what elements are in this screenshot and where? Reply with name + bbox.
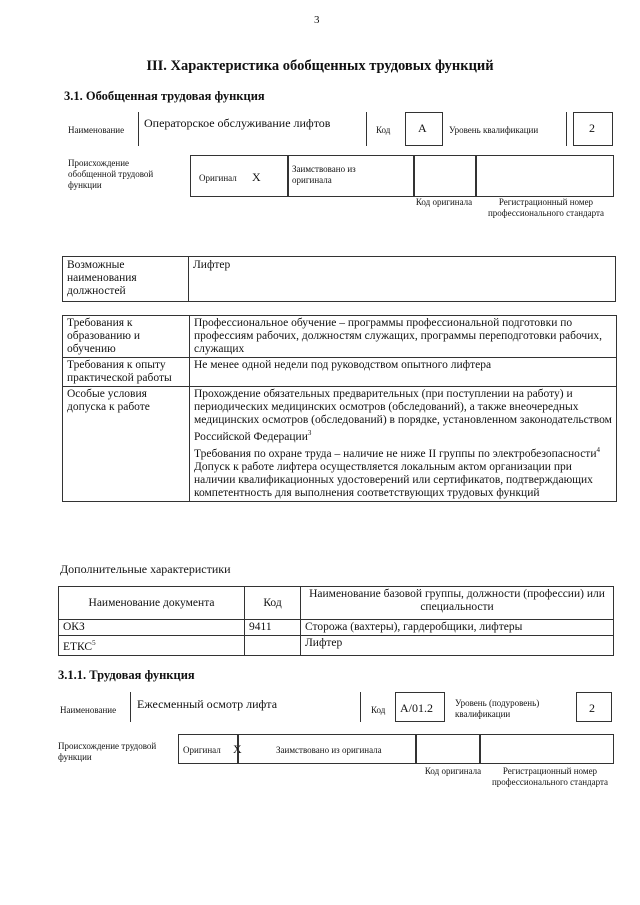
divider: [566, 112, 567, 146]
function-name-value: Ежесменный осмотр лифта: [137, 697, 278, 711]
requirement-label: Требования к опыту практической работы: [63, 358, 190, 387]
requirement-label: Особые условия допуска к работе: [63, 387, 190, 502]
doc-cell: ЕТКС$^5$: [59, 636, 245, 656]
column-header: Наименование документа: [59, 587, 245, 620]
positions-label: Возможные наименования должностей: [67, 259, 137, 297]
table-row: [63, 316, 617, 358]
positions-value: Лифтер: [193, 259, 231, 271]
divider: [188, 256, 189, 301]
code-label: Код: [376, 125, 391, 135]
name-label: Наименование: [60, 705, 117, 715]
footnote-ref: 3: [307, 429, 312, 437]
code-label: Код: [371, 705, 386, 715]
column-header: Код: [245, 587, 301, 620]
function-name-value: Операторское обслуживание лифтов: [144, 116, 331, 130]
table-row: [63, 358, 617, 387]
reg-number-caption: Регистрационный номер профессионального стандарта: [491, 766, 609, 787]
reg-number-caption: Регистрационный номер профессионального стандарта: [487, 197, 605, 218]
origin-label: Происхождение трудовой функции: [58, 741, 157, 762]
additional-table: [58, 586, 614, 656]
code-value: А: [418, 121, 427, 135]
code-cell: 9411: [245, 620, 301, 636]
name-cell: Сторожа (вахтеры), гардеробщики, лифтеры: [301, 620, 614, 636]
footnote-ref: 5: [92, 639, 96, 647]
table-row: [59, 620, 614, 636]
footnote-ref: 4: [596, 445, 600, 454]
origin-label: Происхождение обобщенной трудовой функции: [68, 158, 154, 190]
reg-number-box: [476, 155, 614, 197]
page-title: III. Характеристика обобщенных трудовых функций: [146, 58, 494, 74]
original-label: Оригинал: [199, 173, 237, 183]
table-row: [63, 387, 617, 502]
code-cell: [245, 636, 301, 656]
doc-cell: ОКЗ: [59, 620, 245, 636]
divider: [138, 112, 139, 146]
requirement-label: Требования к образованию и обучению: [63, 316, 190, 358]
column-header: Наименование базовой группы, должности (профессии) или специальности: [301, 587, 614, 620]
divider: [130, 692, 131, 722]
borrowed-label: Заимствовано из оригинала: [292, 164, 356, 185]
requirement-value: [190, 387, 617, 502]
table-row: [59, 636, 614, 656]
reg-number-box: [480, 734, 614, 764]
requirement-paragraph: Требования по охране труда – наличие не ниже II группы по электробезопасности$^4$: [194, 445, 600, 460]
divider: [366, 112, 367, 146]
requirement-value: Профессиональное обучение – программы профессиональной подготовки по профессиям рабочих, должностям служащих, программы переподготовки рабочих, служащих: [190, 316, 617, 358]
requirement-paragraph: Прохождение обязательных предварительных (при поступлении на работу) и периодических медицинских осмотров (обследований), а также внеочередных медицинских осмотров (обследований) в порядке, установленном законодательством Российской Федерации$^3$: [194, 388, 612, 443]
divider: [360, 692, 361, 722]
name-cell: Лифтер: [301, 636, 614, 656]
original-mark: Х: [252, 170, 261, 184]
code-value: А/01.2: [400, 701, 433, 715]
origin-code-caption: Код оригинала: [415, 197, 473, 207]
origin-code-box: [416, 734, 480, 764]
additional-heading: Дополнительные характеристики: [60, 562, 231, 576]
original-mark: Х: [233, 742, 242, 756]
requirements-table: [62, 315, 617, 502]
requirement-value: Не менее одной недели под руководством опытного лифтера: [190, 358, 617, 387]
origin-code-caption: Код оригинала: [424, 766, 482, 776]
requirement-paragraph: Допуск к работе лифтера осуществляется локальным актом организации при наличии квалификационных удостоверений или сертификатов, подтверждающих компетентность для выполнения соответствующих трудовых функций: [194, 460, 593, 499]
table-header-row: [59, 587, 614, 620]
name-label: Наименование: [68, 125, 125, 135]
page-number: 3: [314, 14, 320, 26]
section-heading: 3.1. Обобщенная трудовая функция: [64, 89, 265, 103]
level-value: 2: [589, 701, 595, 715]
level-label: Уровень квалификации: [449, 125, 539, 135]
original-label: Оригинал: [183, 745, 221, 755]
level-label: Уровень (подуровень) квалификации: [455, 698, 540, 719]
origin-code-box: [414, 155, 476, 197]
subsection-heading: 3.1.1. Трудовая функция: [58, 668, 195, 682]
level-value: 2: [589, 121, 595, 135]
borrowed-label: Заимствовано из оригинала: [276, 745, 382, 755]
